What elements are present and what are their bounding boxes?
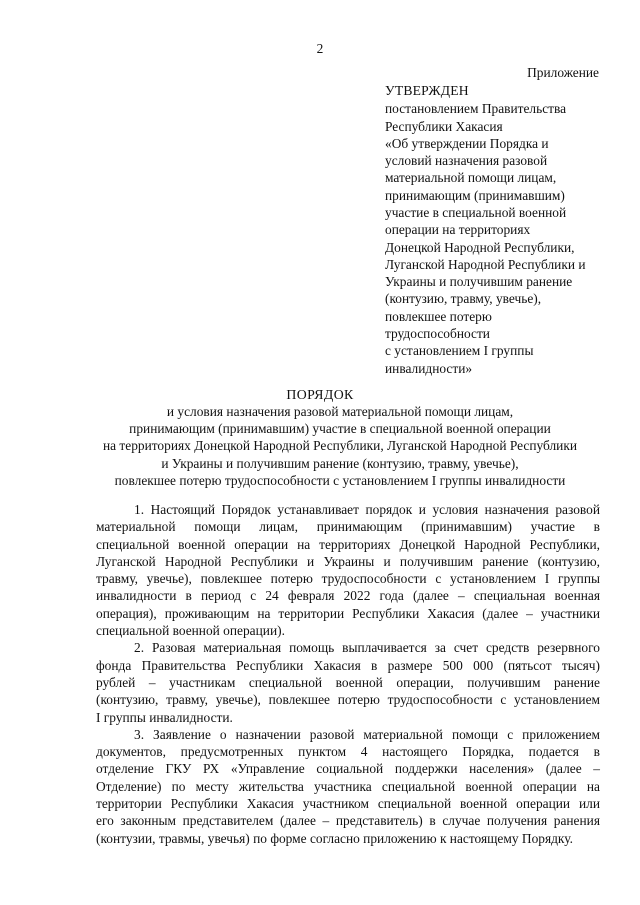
paragraph-line: материальной помощи лицам, принимающим (принимавшим) участие в bbox=[96, 519, 600, 535]
approved-line: (контузию, травму, увечье), bbox=[385, 291, 542, 307]
page-number: 2 bbox=[316, 41, 324, 56]
subtitle-line: на территориях Донецкой Народной Республики, Луганской Народной Республики bbox=[102, 438, 578, 454]
subtitle-line: принимающим (принимавшим) участие в специальной военной операции bbox=[129, 421, 551, 437]
paragraph-line: (контузию, травму, увечье), повлекшее потерю трудоспособности с установлением bbox=[96, 692, 600, 708]
paragraph bbox=[96, 639, 600, 725]
paragraph-line: инвалидности в период с 24 февраля 2022 года (далее – специальная военная bbox=[96, 588, 600, 604]
paragraph-line: фонда Правительства Республики Хакасия в размере 500 000 (пятьсот тысяч) bbox=[96, 657, 600, 673]
subtitle-line: и Украины и получившим ранение (контузию, травму, увечье), bbox=[161, 455, 519, 471]
paragraph-line: отделение ГКУ РХ «Управление социальной поддержки населения» (далее – bbox=[96, 761, 600, 777]
approved-line: Украины и получившим ранение bbox=[385, 274, 573, 290]
paragraph-line: рублей – участникам специальной военной операции, получившим ранение bbox=[96, 674, 600, 690]
paragraph-line: травму, увечье), повлекшее потерю трудоспособности с установлением I группы bbox=[96, 571, 600, 587]
paragraph-line: операция), проживающим на территории Республики Хакасия (далее – участники bbox=[96, 605, 600, 621]
document-title: ПОРЯДОК bbox=[286, 387, 354, 402]
approved-line: Луганской Народной Республики и bbox=[385, 256, 586, 272]
paragraph-line: его законным представителем (далее – представитель) в случае получения ранения bbox=[96, 813, 600, 829]
approved-line: «Об утверждении Порядка и bbox=[385, 135, 549, 151]
paragraph-line: специальной военной операции на территориях Донецкой Народной Республики, bbox=[96, 536, 600, 552]
approved-line: принимающим (принимавшим) bbox=[385, 187, 565, 203]
approved-line: Республики Хакасия bbox=[385, 118, 503, 134]
paragraph-line: Луганской Народной Республики и Украины и получившим ранение (контузию, bbox=[96, 553, 600, 569]
approved-line: с установлением I группы bbox=[385, 343, 534, 359]
approved-line: постановлением Правительства bbox=[385, 101, 567, 117]
approved-line: Донецкой Народной Республики, bbox=[385, 239, 575, 255]
approved-lines bbox=[385, 100, 610, 377]
paragraph bbox=[96, 726, 600, 847]
approved-line: операции на территориях bbox=[385, 222, 531, 238]
paragraph-line: 2. Разовая материальная помощь выплачивается за счет средств резервного bbox=[134, 640, 600, 656]
approved-line: трудоспособности bbox=[385, 326, 490, 342]
paragraph-line: документов, предусмотренных пунктом 4 настоящего Порядка, подается в bbox=[96, 744, 600, 760]
paragraph-line: (контузии, травмы, увечья) по форме согласно приложению к настоящему Порядку. bbox=[96, 830, 573, 846]
approved-line: материальной помощи лицам, bbox=[385, 170, 557, 186]
approved-heading: УТВЕРЖДЕН bbox=[385, 83, 469, 98]
subtitle-line: повлекшее потерю трудоспособности с установлением I группы инвалидности bbox=[114, 472, 566, 488]
paragraph bbox=[96, 501, 600, 639]
document-subtitle bbox=[70, 403, 610, 489]
approved-line: условий назначения разовой bbox=[385, 153, 548, 169]
paragraph-line: Отделение) по месту жительства участника специальной военной операции на bbox=[96, 778, 600, 794]
appendix-label: Приложение bbox=[527, 65, 599, 80]
paragraph-line: 1. Настоящий Порядок устанавливает порядок и условия назначения разовой bbox=[134, 502, 600, 517]
approved-line: повлекшее потерю bbox=[385, 308, 492, 324]
approval-stamp-block bbox=[385, 82, 610, 377]
paragraph-line: специальной военной операции). bbox=[96, 623, 285, 639]
approved-line: инвалидности» bbox=[385, 360, 473, 376]
approved-line: участие в специальной военной bbox=[385, 204, 567, 220]
paragraph-line: I группы инвалидности. bbox=[96, 709, 233, 725]
paragraph-line: 3. Заявление о назначении разовой материальной помощи с приложением bbox=[134, 726, 600, 742]
paragraph-line: территории Республики Хакасия участником специальной военной операции или bbox=[96, 796, 600, 812]
subtitle-line: и условия назначения разовой материальной помощи лицам, bbox=[166, 404, 514, 419]
document-body bbox=[96, 501, 600, 847]
